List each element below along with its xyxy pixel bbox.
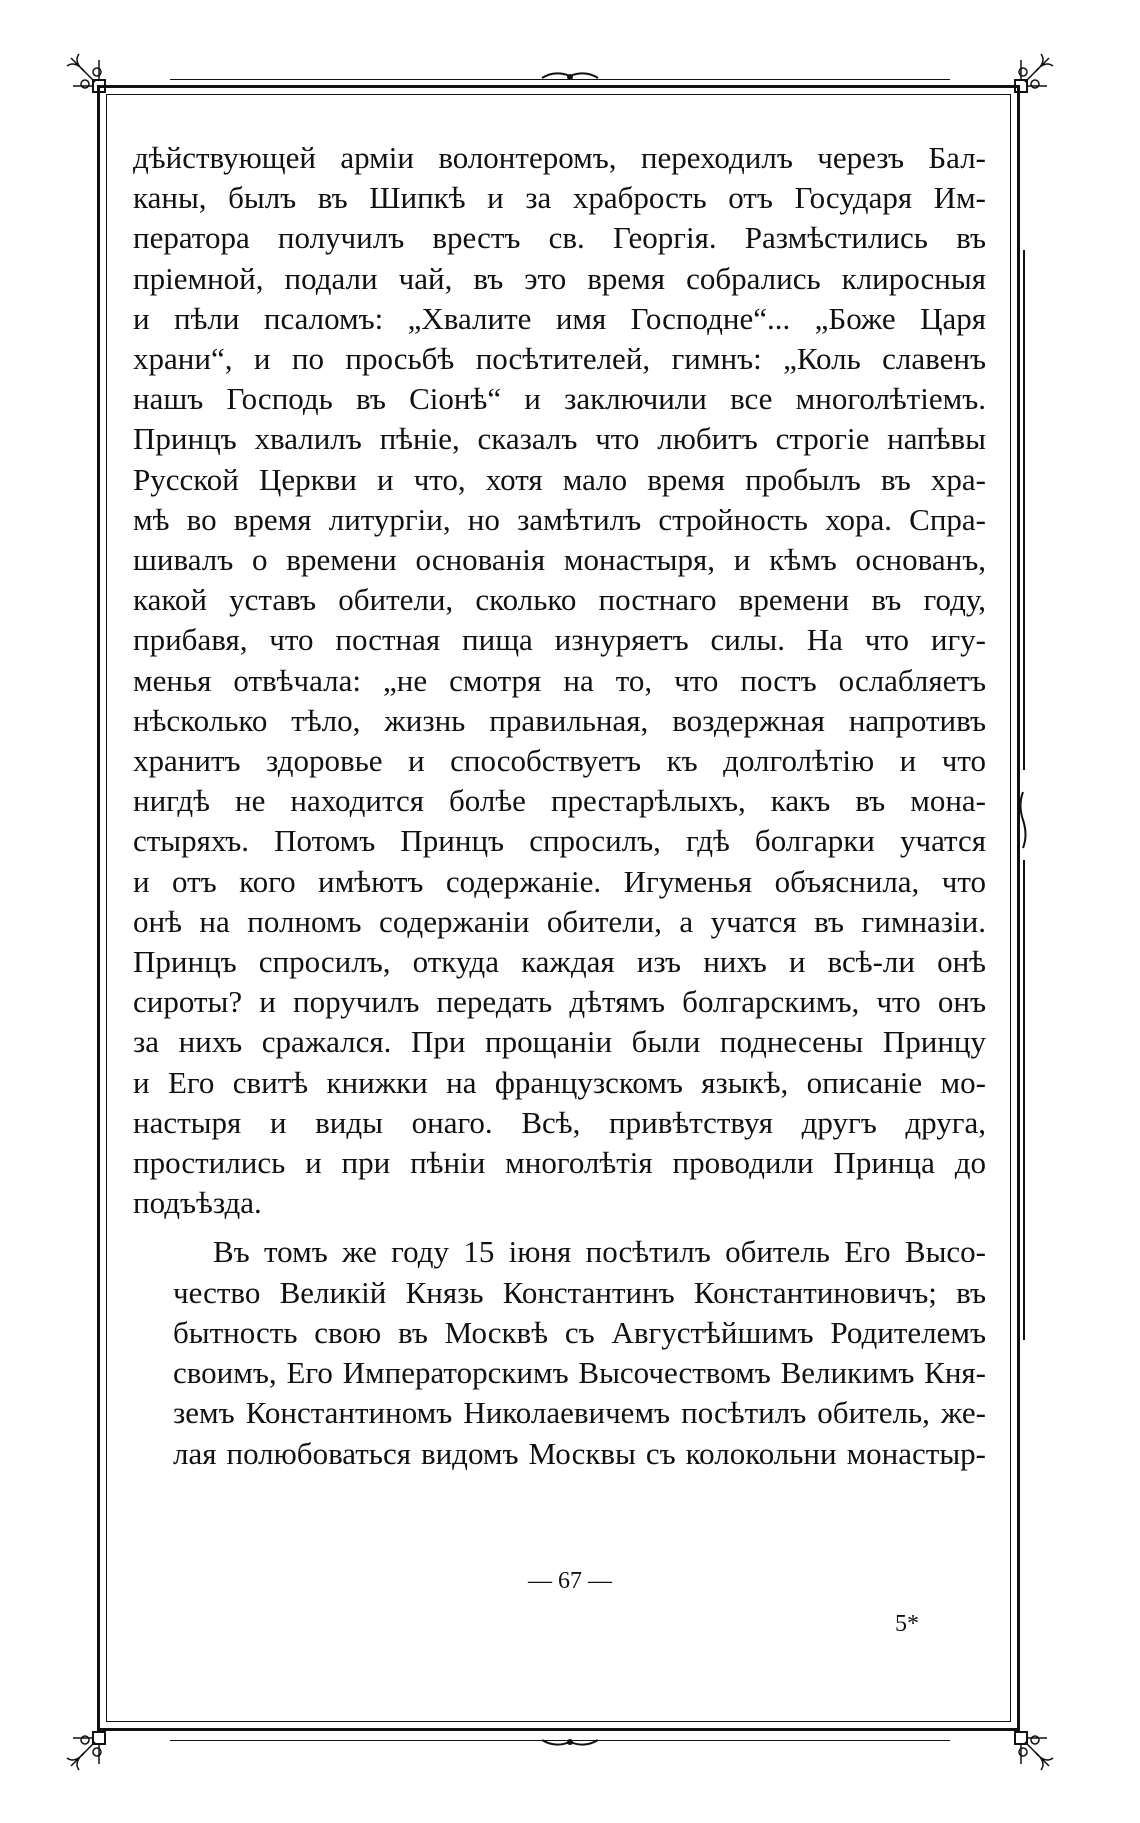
corner-flourish-icon xyxy=(995,52,1055,112)
top-ornament-icon xyxy=(540,68,600,84)
text-line: Въ томъ же году 15 іюня посѣтилъ обитель Его Высо- xyxy=(213,1234,986,1270)
bottom-ornament-icon xyxy=(540,1736,600,1750)
text-line: пріемной, подали чай, въ это время собрались клиросныя xyxy=(133,260,986,296)
text-line: дѣйствующей арміи волонтеромъ, переходилъ черезъ Бал- xyxy=(133,140,986,175)
text-line: нашъ Господь въ Сіонѣ“ и заключили все многолѣтіемъ. xyxy=(133,381,986,417)
paragraph xyxy=(133,138,986,1223)
text-line: нигдѣ не находится болѣе престарѣлыхъ, какъ въ мона- xyxy=(133,783,986,819)
text-line: земъ Константиномъ Николаевичемъ посѣтилъ обитель, же- xyxy=(173,1395,986,1431)
text-line: настыря и виды онаго. Всѣ, привѣтствуя другъ друга, xyxy=(133,1104,986,1140)
corner-flourish-icon xyxy=(65,52,125,112)
corner-flourish-icon xyxy=(65,1712,125,1772)
text-line: лая полюбоваться видомъ Москвы съ колокольни монастыр- xyxy=(173,1435,986,1471)
text-line: стыряхъ. Потомъ Принцъ спросилъ, гдѣ болгарки учатся xyxy=(133,823,986,859)
text-line: каны, былъ въ Шипкѣ и за храбрость отъ Государя Им- xyxy=(133,180,986,216)
text-line: хранитъ здоровье и способствуетъ къ долголѣтію и что xyxy=(133,743,986,779)
text-line: Принцъ хвалилъ пѣніе, сказалъ что любитъ строгіе напѣвы xyxy=(133,421,986,457)
text-line: менья отвѣчала: „не смотря на то, что постъ ослабляетъ xyxy=(133,662,986,698)
side-rule-lower xyxy=(1023,860,1025,1340)
text-line: онѣ на полномъ содержаніи обители, а учатся въ гимназіи. xyxy=(133,903,986,939)
text-line: и Его свитѣ книжки на французскомъ языкѣ, описаніе мо- xyxy=(133,1064,986,1100)
text-line: нѣсколько тѣло, жизнь правильная, воздержная напротивъ xyxy=(133,702,986,738)
text-line: подъѣзда. xyxy=(133,1185,262,1221)
text-line: и пѣли псаломъ: „Хвалите имя Господне“... „Боже Царя xyxy=(133,300,986,336)
text-line: и отъ кого имѣютъ содержаніе. Игуменья объяснила, что xyxy=(133,863,986,899)
text-line: ператора получилъ врестъ св. Георгія. Размѣстились въ xyxy=(133,220,986,256)
text-line: храни“, и по просьбѣ посѣтителей, гимнъ: „Коль славенъ xyxy=(133,341,986,377)
text-line: мѣ во время литургіи, но замѣтилъ стройность хора. Спра- xyxy=(133,501,986,537)
text-line: сироты? и поручилъ передать дѣтямъ болгарскимъ, что онъ xyxy=(133,984,986,1020)
text-line: чество Великій Князь Константинъ Константиновичъ; въ xyxy=(173,1274,986,1310)
text-line: своимъ, Его Императорскимъ Высочествомъ Великимъ Кня- xyxy=(173,1355,986,1391)
text-line: Принцъ спросилъ, откуда каждая изъ нихъ и всѣ-ли онѣ xyxy=(133,944,986,980)
text-line: Русской Церкви и что, хотя мало время пробылъ въ хра- xyxy=(133,461,986,497)
side-ornament-icon xyxy=(1016,790,1030,850)
paragraph xyxy=(133,1232,986,1473)
text-line: простились и при пѣніи многолѣтія проводили Принца до xyxy=(133,1145,986,1181)
page-number: — 67 — xyxy=(528,1568,612,1594)
signature-mark: 5* xyxy=(895,1611,919,1637)
side-rule-upper xyxy=(1023,250,1025,770)
text-line: прибавя, что постная пища изнуряетъ силы. На что игу- xyxy=(133,622,986,658)
text-line: шивалъ о времени основанія монастыря, и кѣмъ основанъ, xyxy=(133,542,986,578)
text-line: какой уставъ обители, сколько постнаго времени въ году, xyxy=(133,582,986,618)
text-line: за нихъ сражался. При прощаніи были поднесены Принцу xyxy=(133,1024,986,1060)
corner-flourish-icon xyxy=(995,1712,1055,1772)
body-text xyxy=(133,138,986,1474)
text-line: бытность свою въ Москвѣ съ Августѣйшимъ Родителемъ xyxy=(173,1314,986,1350)
